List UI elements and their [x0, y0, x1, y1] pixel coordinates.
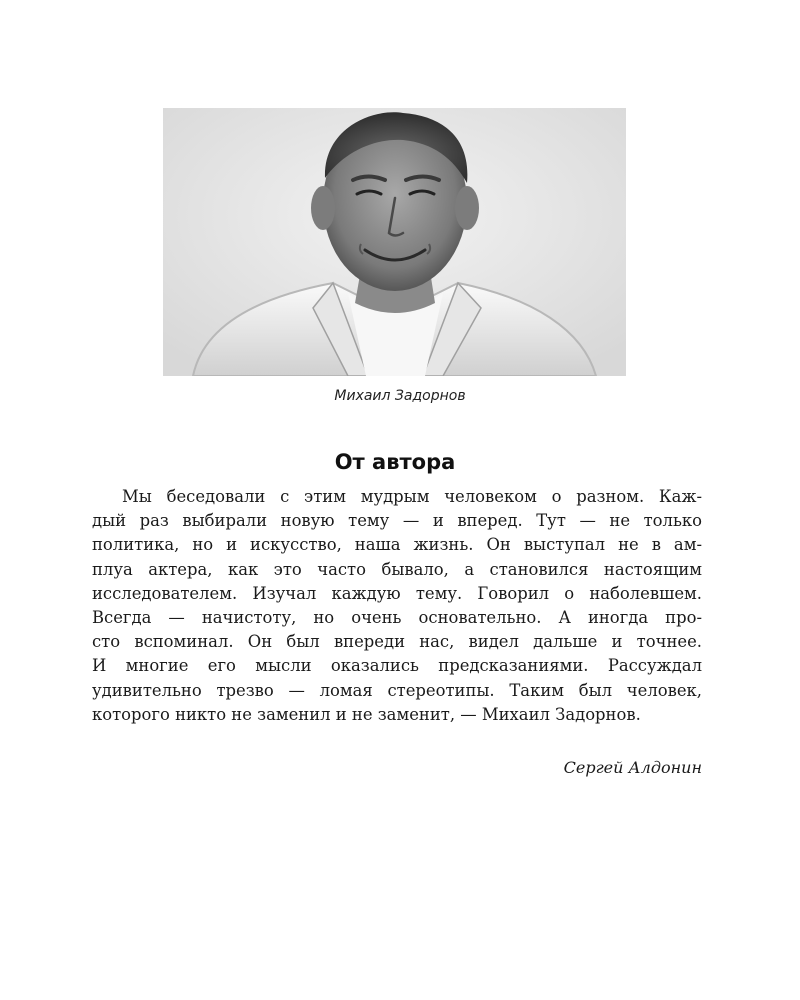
- text-line: исследователем. Изучал каждую тему. Говорил о наболевшем.: [92, 583, 702, 603]
- text-line: удивительно трезво — ломая стереотипы. Таким был человек,: [92, 680, 702, 700]
- text-line: политика, но и искусство, наша жизнь. Он выступал не в ам-: [92, 535, 702, 555]
- text-line: И многие его мысли оказались предсказаниями. Рассуждал: [92, 656, 702, 676]
- portrait-image: [163, 108, 626, 376]
- text-line: плуа актера, как это часто бывало, а становился настоящим: [92, 559, 702, 579]
- author-photo: [163, 108, 626, 376]
- text-line: Мы беседовали с этим мудрым человеком о разном. Каж-: [122, 487, 702, 506]
- text-line: сто вспоминал. Он был впереди нас, видел дальше и точнее.: [92, 632, 702, 652]
- author-signature: Сергей Алдонин: [563, 758, 702, 777]
- photo-caption: Михаил Задорнов: [334, 388, 466, 404]
- text-line: дый раз выбирали новую тему — и вперед. Тут — не только: [92, 511, 702, 531]
- section-heading: От автора: [334, 450, 456, 474]
- body-paragraph: [92, 485, 702, 727]
- text-line: Всегда — начистоту, но очень основательно. А иногда про-: [92, 608, 702, 628]
- text-line: которого никто не заменил и не заменит, — Михаил Задорнов.: [92, 704, 641, 724]
